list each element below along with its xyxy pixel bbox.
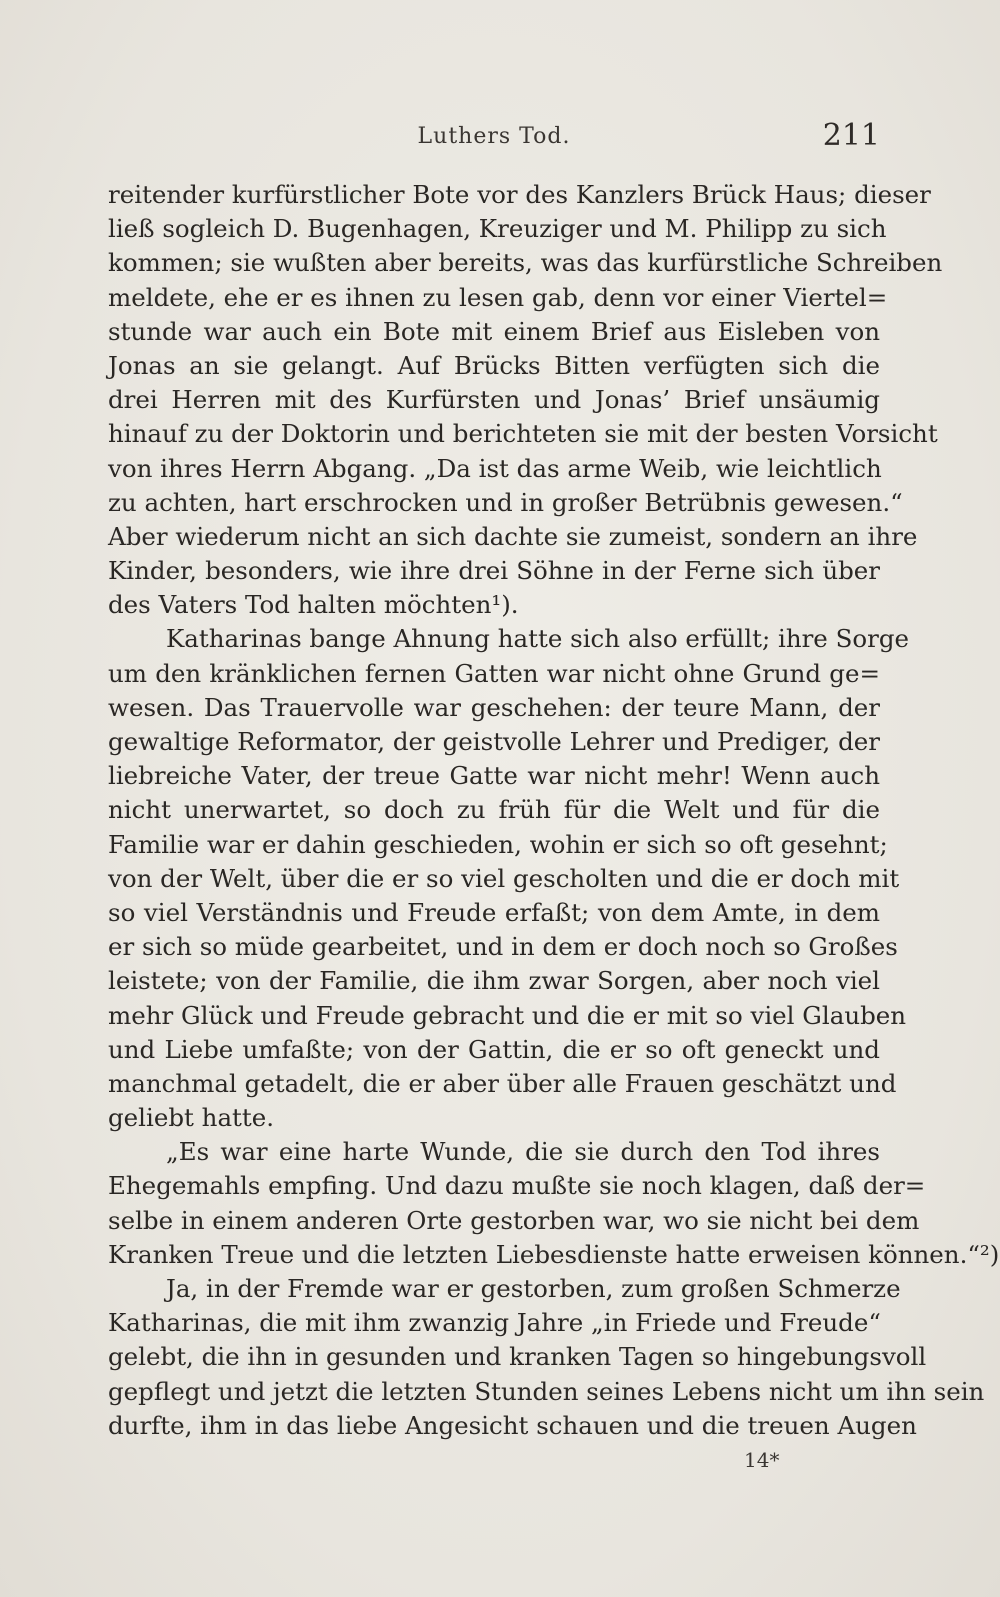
text-line: des Vaters Tod halten möchten¹).	[108, 590, 519, 620]
page-header	[108, 118, 880, 158]
text-line: Familie war er dahin geschieden, wohin er sich so oft gesehnt;	[108, 829, 888, 859]
text-line: ließ sogleich D. Bugenhagen, Kreuziger und M. Philipp zu sich	[108, 214, 887, 244]
text-line: Kranken Treue und die letzten Liebesdienste hatte erweisen können.“²)	[108, 1239, 1000, 1269]
text-line: nicht unerwartet, so doch zu früh für die Welt und für die	[108, 795, 880, 825]
text-line: von ihres Herrn Abgang. „Da ist das arme Weib, wie leichtlich	[108, 453, 882, 483]
text-line: mehr Glück und Freude gebracht und die er mit so viel Glauben	[108, 1000, 907, 1030]
text-line: meldete, ehe er es ihnen zu lesen gab, denn vor einer Viertel=	[108, 282, 888, 312]
text-line: hinauf zu der Doktorin und berichteten sie mit der besten Vorsicht	[108, 419, 938, 449]
running-title: Luthers Tod.	[417, 124, 571, 149]
text-line: Ehegemahls empfing. Und dazu mußte sie noch klagen, daß der=	[108, 1171, 926, 1201]
text-line: gewaltige Reformator, der geistvolle Lehrer und Prediger, der	[108, 727, 880, 756]
text-line: liebreiche Vater, der treue Gatte war nicht mehr! Wenn auch	[108, 761, 880, 791]
text-line: „Es war eine harte Wunde, die sie durch den Tod ihres	[166, 1137, 880, 1167]
text-line: Katharinas bange Ahnung hatte sich also erfüllt; ihre Sorge	[166, 624, 910, 654]
text-line: geliebt hatte.	[108, 1103, 275, 1133]
page-number: 211	[822, 118, 880, 153]
text-line: zu achten, hart erschrocken und in großer Betrübnis gewesen.“	[108, 487, 903, 517]
text-line: reitender kurfürstlicher Bote vor des Kanzlers Brück Haus; dieser	[108, 180, 931, 209]
text-line: gelebt, die ihn in gesunden und kranken Tagen so hingebungsvoll	[108, 1342, 927, 1372]
text-line: drei Herren mit des Kurfürsten und Jonas’ Brief unsäumig	[108, 385, 880, 415]
text-line: Kinder, besonders, wie ihre drei Söhne in der Ferne sich über	[108, 556, 880, 586]
text-line: Ja, in der Fremde war er gestorben, zum großen Schmerze	[166, 1274, 901, 1303]
printer-signature-mark: 14*	[744, 1448, 780, 1472]
text-line: gepflegt und jetzt die letzten Stunden seines Lebens nicht um ihn sein	[108, 1376, 985, 1406]
text-line: er sich so müde gearbeitet, und in dem er doch noch so Großes	[108, 932, 898, 962]
text-line: leistete; von der Familie, die ihm zwar Sorgen, aber noch viel	[108, 966, 880, 996]
text-line: und Liebe umfaßte; von der Gattin, die er so oft geneckt und	[108, 1034, 880, 1064]
text-line: Aber wiederum nicht an sich dachte sie zumeist, sondern an ihre	[108, 521, 918, 551]
text-line: stunde war auch ein Bote mit einem Brief aus Eisleben von	[108, 316, 880, 346]
text-line: manchmal getadelt, die er aber über alle Frauen geschätzt und	[108, 1068, 897, 1098]
text-line: kommen; sie wußten aber bereits, was das kurfürstliche Schreiben	[108, 248, 943, 278]
text-line: so viel Verständnis und Freude erfaßt; von dem Amte, in dem	[108, 897, 880, 927]
body-text	[108, 178, 1000, 1443]
text-line: durfte, ihm in das liebe Angesicht schauen und die treuen Augen	[108, 1410, 917, 1440]
text-line: Katharinas, die mit ihm zwanzig Jahre „in Friede und Freude“	[108, 1308, 881, 1338]
text-line: selbe in einem anderen Orte gestorben war, wo sie nicht bei dem	[108, 1205, 920, 1235]
text-line: von der Welt, über die er so viel gescholten und die er doch mit	[108, 863, 900, 893]
text-line: wesen. Das Trauervolle war geschehen: der teure Mann, der	[108, 692, 880, 722]
text-line: Jonas an sie gelangt. Auf Brücks Bitten verfügten sich die	[108, 350, 880, 380]
text-line: um den kränklichen fernen Gatten war nicht ohne Grund ge=	[108, 658, 880, 688]
